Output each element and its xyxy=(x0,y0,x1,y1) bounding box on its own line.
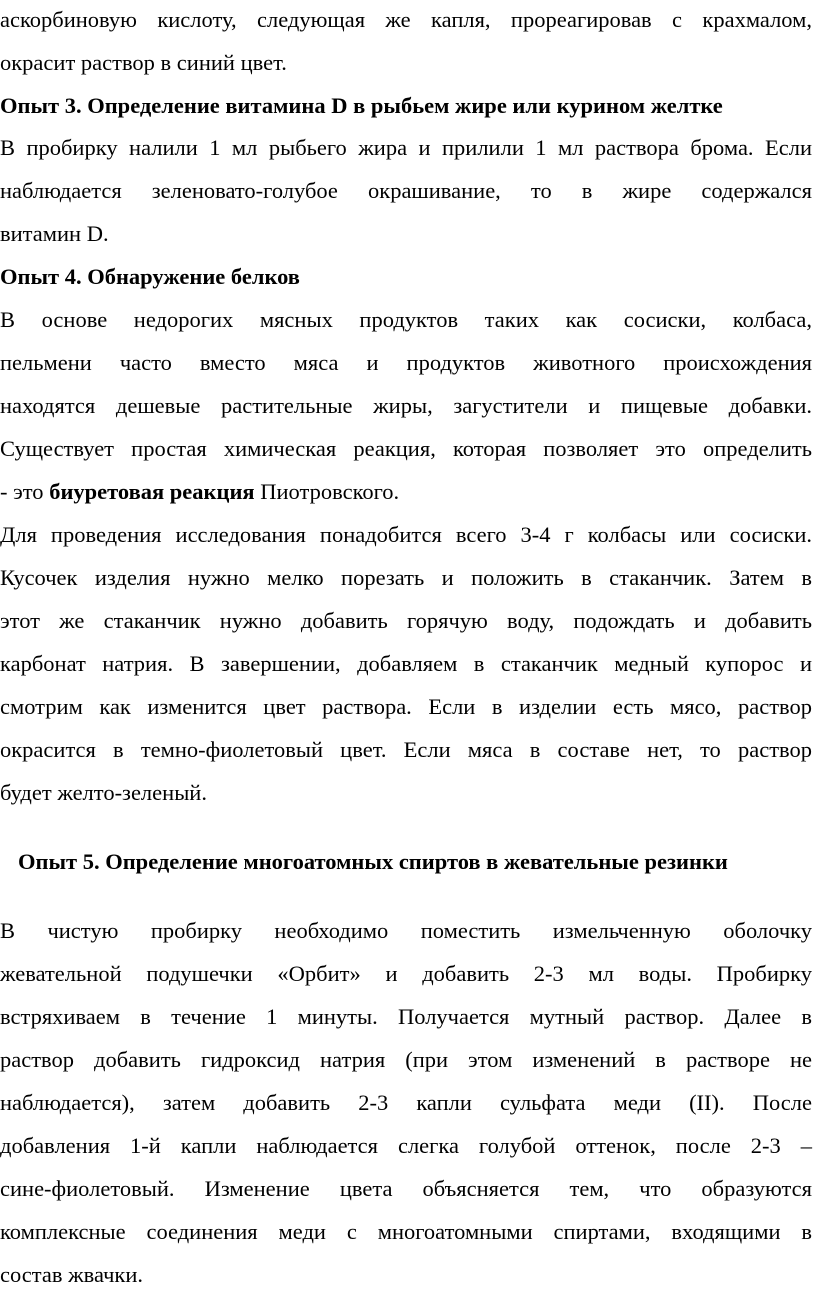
biuret-suffix: Пиотровского. xyxy=(254,479,400,504)
paragraph-line: добавления 1-й капли наблюдается слегка голубой оттенок, после 2-3 – xyxy=(0,1133,812,1158)
paragraph-line: витамин D. xyxy=(0,221,109,246)
paragraph-line: Кусочек изделия нужно мелко порезать и положить в стаканчик. Затем в xyxy=(0,565,812,590)
paragraph-line: сине-фиолетовый. Изменение цвета объясняется тем, что образуются xyxy=(0,1176,812,1201)
paragraph-line: этот же стаканчик нужно добавить горячую воду, подождать и добавить xyxy=(0,608,812,633)
paragraph-line: наблюдается), затем добавить 2-3 капли сульфата меди (II). После xyxy=(0,1090,812,1115)
paragraph-line: находятся дешевые растительные жиры, загустители и пищевые добавки. xyxy=(0,393,812,418)
paragraph-line: встряхиваем в течение 1 минуты. Получается мутный раствор. Далее в xyxy=(0,1004,812,1029)
paragraph-line-biuret xyxy=(0,478,812,506)
biuret-reaction-term: биуретовая реакция xyxy=(49,479,255,504)
biuret-prefix: - это xyxy=(0,479,50,504)
paragraph-line: В основе недорогих мясных продуктов таких как сосиски, колбаса, xyxy=(0,307,812,332)
paragraph-line: окрасит раствор в синий цвет. xyxy=(0,50,287,75)
paragraph-line: смотрим как изменится цвет раствора. Если в изделии есть мясо, раствор xyxy=(0,694,812,719)
section-heading-exp4: Опыт 4. Обнаружение белков xyxy=(0,264,300,289)
paragraph-line: карбонат натрия. В завершении, добавляем в стаканчик медный купорос и xyxy=(0,651,812,676)
paragraph-line: аскорбиновую кислоту, следующая же капля, прореагировав с крахмалом, xyxy=(0,7,812,32)
paragraph-line: жевательной подушечки «Орбит» и добавить 2-3 мл воды. Пробирку xyxy=(0,961,812,986)
paragraph-line: раствор добавить гидроксид натрия (при этом изменений в растворе не xyxy=(0,1047,812,1072)
section-heading-exp5: Опыт 5. Определение многоатомных спиртов в жевательные резинки xyxy=(18,849,728,874)
paragraph-line: комплексные соединения меди с многоатомными спиртами, входящими в xyxy=(0,1219,812,1244)
paragraph-line: пельмени часто вместо мяса и продуктов животного происхождения xyxy=(0,350,812,375)
paragraph-line: будет желто-зеленый. xyxy=(0,780,207,805)
paragraph-line: Для проведения исследования понадобится всего 3-4 г колбасы или сосиски. xyxy=(0,522,812,547)
paragraph-line: окрасится в темно-фиолетовый цвет. Если мяса в составе нет, то раствор xyxy=(0,737,812,762)
paragraph-line: В чистую пробирку необходимо поместить измельченную оболочку xyxy=(0,918,812,943)
paragraph-line: наблюдается зеленовато-голубое окрашивание, то в жире содержался xyxy=(0,178,812,203)
paragraph-line: Существует простая химическая реакция, которая позволяет это определить xyxy=(0,436,812,461)
paragraph-line: состав жвачки. xyxy=(0,1262,143,1287)
section-heading-exp3: Опыт 3. Определение витамина D в рыбьем жире или курином желтке xyxy=(0,93,723,118)
paragraph-line: В пробирку налили 1 мл рыбьего жира и прилили 1 мл раствора брома. Если xyxy=(0,135,812,160)
